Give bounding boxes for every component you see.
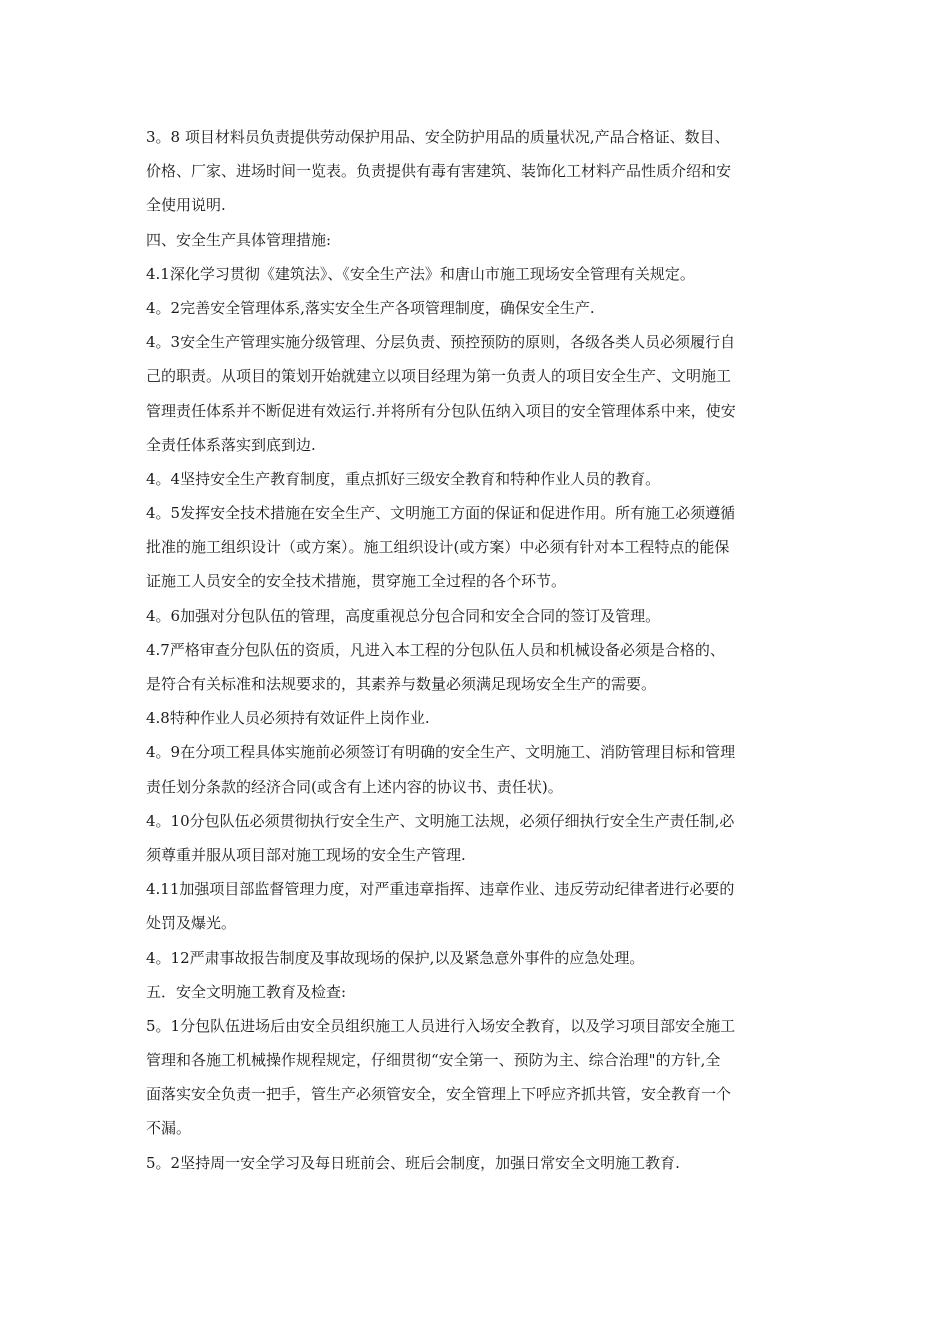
- text-line: 批准的施工组织设计（或方案）。施工组织设计(或方案）中必须有针对本工程特点的能保: [146, 538, 730, 557]
- text-line: 4.7严格审查分包队伍的资质，凡进入本工程的分包队伍人员和机械设备必须是合格的、: [146, 640, 725, 659]
- text-line: 是符合有关标准和法规要求的，其素养与数量必须满足现场安全生产的需要。: [146, 675, 657, 693]
- text-line: 全使用说明.: [146, 196, 226, 215]
- text-line: 4。5发挥安全技术措施在安全生产、文明施工方面的保证和促进作用。所有施工必须遵循: [146, 504, 736, 523]
- section-heading: 四、安全生产具体管理措施:: [146, 230, 332, 249]
- text-line: 4。10分包队伍必须贯彻执行安全生产、文明施工法规，必须仔细执行安全生产责任制,必: [146, 811, 735, 830]
- text-line: 处罚及爆光。: [146, 914, 237, 933]
- text-line: 4.1深化学习贯彻《建筑法》、《安全生产法》和唐山市施工现场安全管理有关规定。: [146, 264, 695, 283]
- text-line: 证施工人员安全的安全技术措施，贯穿施工全过程的各个环节。: [146, 572, 567, 591]
- text-line: 不漏。: [146, 1119, 192, 1138]
- text-line: 管理和各施工机械操作规程规定，仔细贯彻“安全第一、预防为主、综合治理"的方针,全: [146, 1051, 721, 1070]
- text-line: 全责任体系落实到底到边.: [146, 435, 316, 454]
- text-line: 4。12严肃事故报告制度及事故现场的保护,以及紧急意外事件的应急处理。: [146, 948, 645, 967]
- text-line: 4。6加强对分包队伍的管理，高度重视总分包合同和安全合同的签订及管理。: [146, 606, 661, 625]
- text-line: 须尊重并服从项目部对施工现场的安全生产管理.: [146, 845, 466, 864]
- text-line: 责任划分条款的经济合同(或含有上述内容的协议书、责任状)。: [146, 777, 563, 796]
- text-line: 4.11加强项目部监督管理力度，对严重违章指挥、违章作业、违反劳动纪律者进行必要的: [146, 880, 735, 899]
- text-line: 管理责任体系并不断促进有效运行.并将所有分包队伍纳入项目的安全管理体系中来，使安: [146, 401, 736, 420]
- text-line: 5。1分包队伍进场后由安全员组织施工人员进行入场安全教育，以及学习项目部安全施工: [146, 1016, 736, 1035]
- text-line: 己的职责。从项目的策划开始就建立以项目经理为第一负责人的项目安全生产、文明施工: [146, 367, 732, 386]
- text-line: 4。4坚持安全生产教育制度，重点抓好三级安全教育和特种作业人员的教育。: [146, 469, 661, 488]
- text-line: 4。3安全生产管理实施分级管理、分层负责、预控预防的原则，各级各类人员必须履行自: [146, 333, 736, 352]
- text-line: 面落实安全负责一把手，管生产必须管安全，安全管理上下呼应齐抓共管，安全教育一个: [146, 1085, 732, 1104]
- text-line: 5。2坚持周一安全学习及每日班前会、班后会制度，加强日常安全文明施工教育.: [146, 1153, 680, 1172]
- text-line: 4。9在分项工程具体实施前必须签订有明确的安全生产、文明施工、消防管理目标和管理: [146, 743, 736, 762]
- text-line: 3。8 项目材料员负责提供劳动保护用品、安全防护用品的质量状况,产品合格证、数目、: [146, 128, 730, 146]
- text-line: 价格、厂家、进场时间一览表。负责提供有毒有害建筑、装饰化工材料产品性质介绍和安: [146, 162, 732, 181]
- document-body: [146, 120, 810, 1180]
- text-line: 4。2完善安全管理体系,落实安全生产各项管理制度，确保安全生产.: [146, 298, 595, 317]
- section-heading: 五．安全文明施工教育及检查:: [146, 982, 347, 1001]
- text-line: 4.8特种作业人员必须持有效证件上岗作业.: [146, 709, 430, 728]
